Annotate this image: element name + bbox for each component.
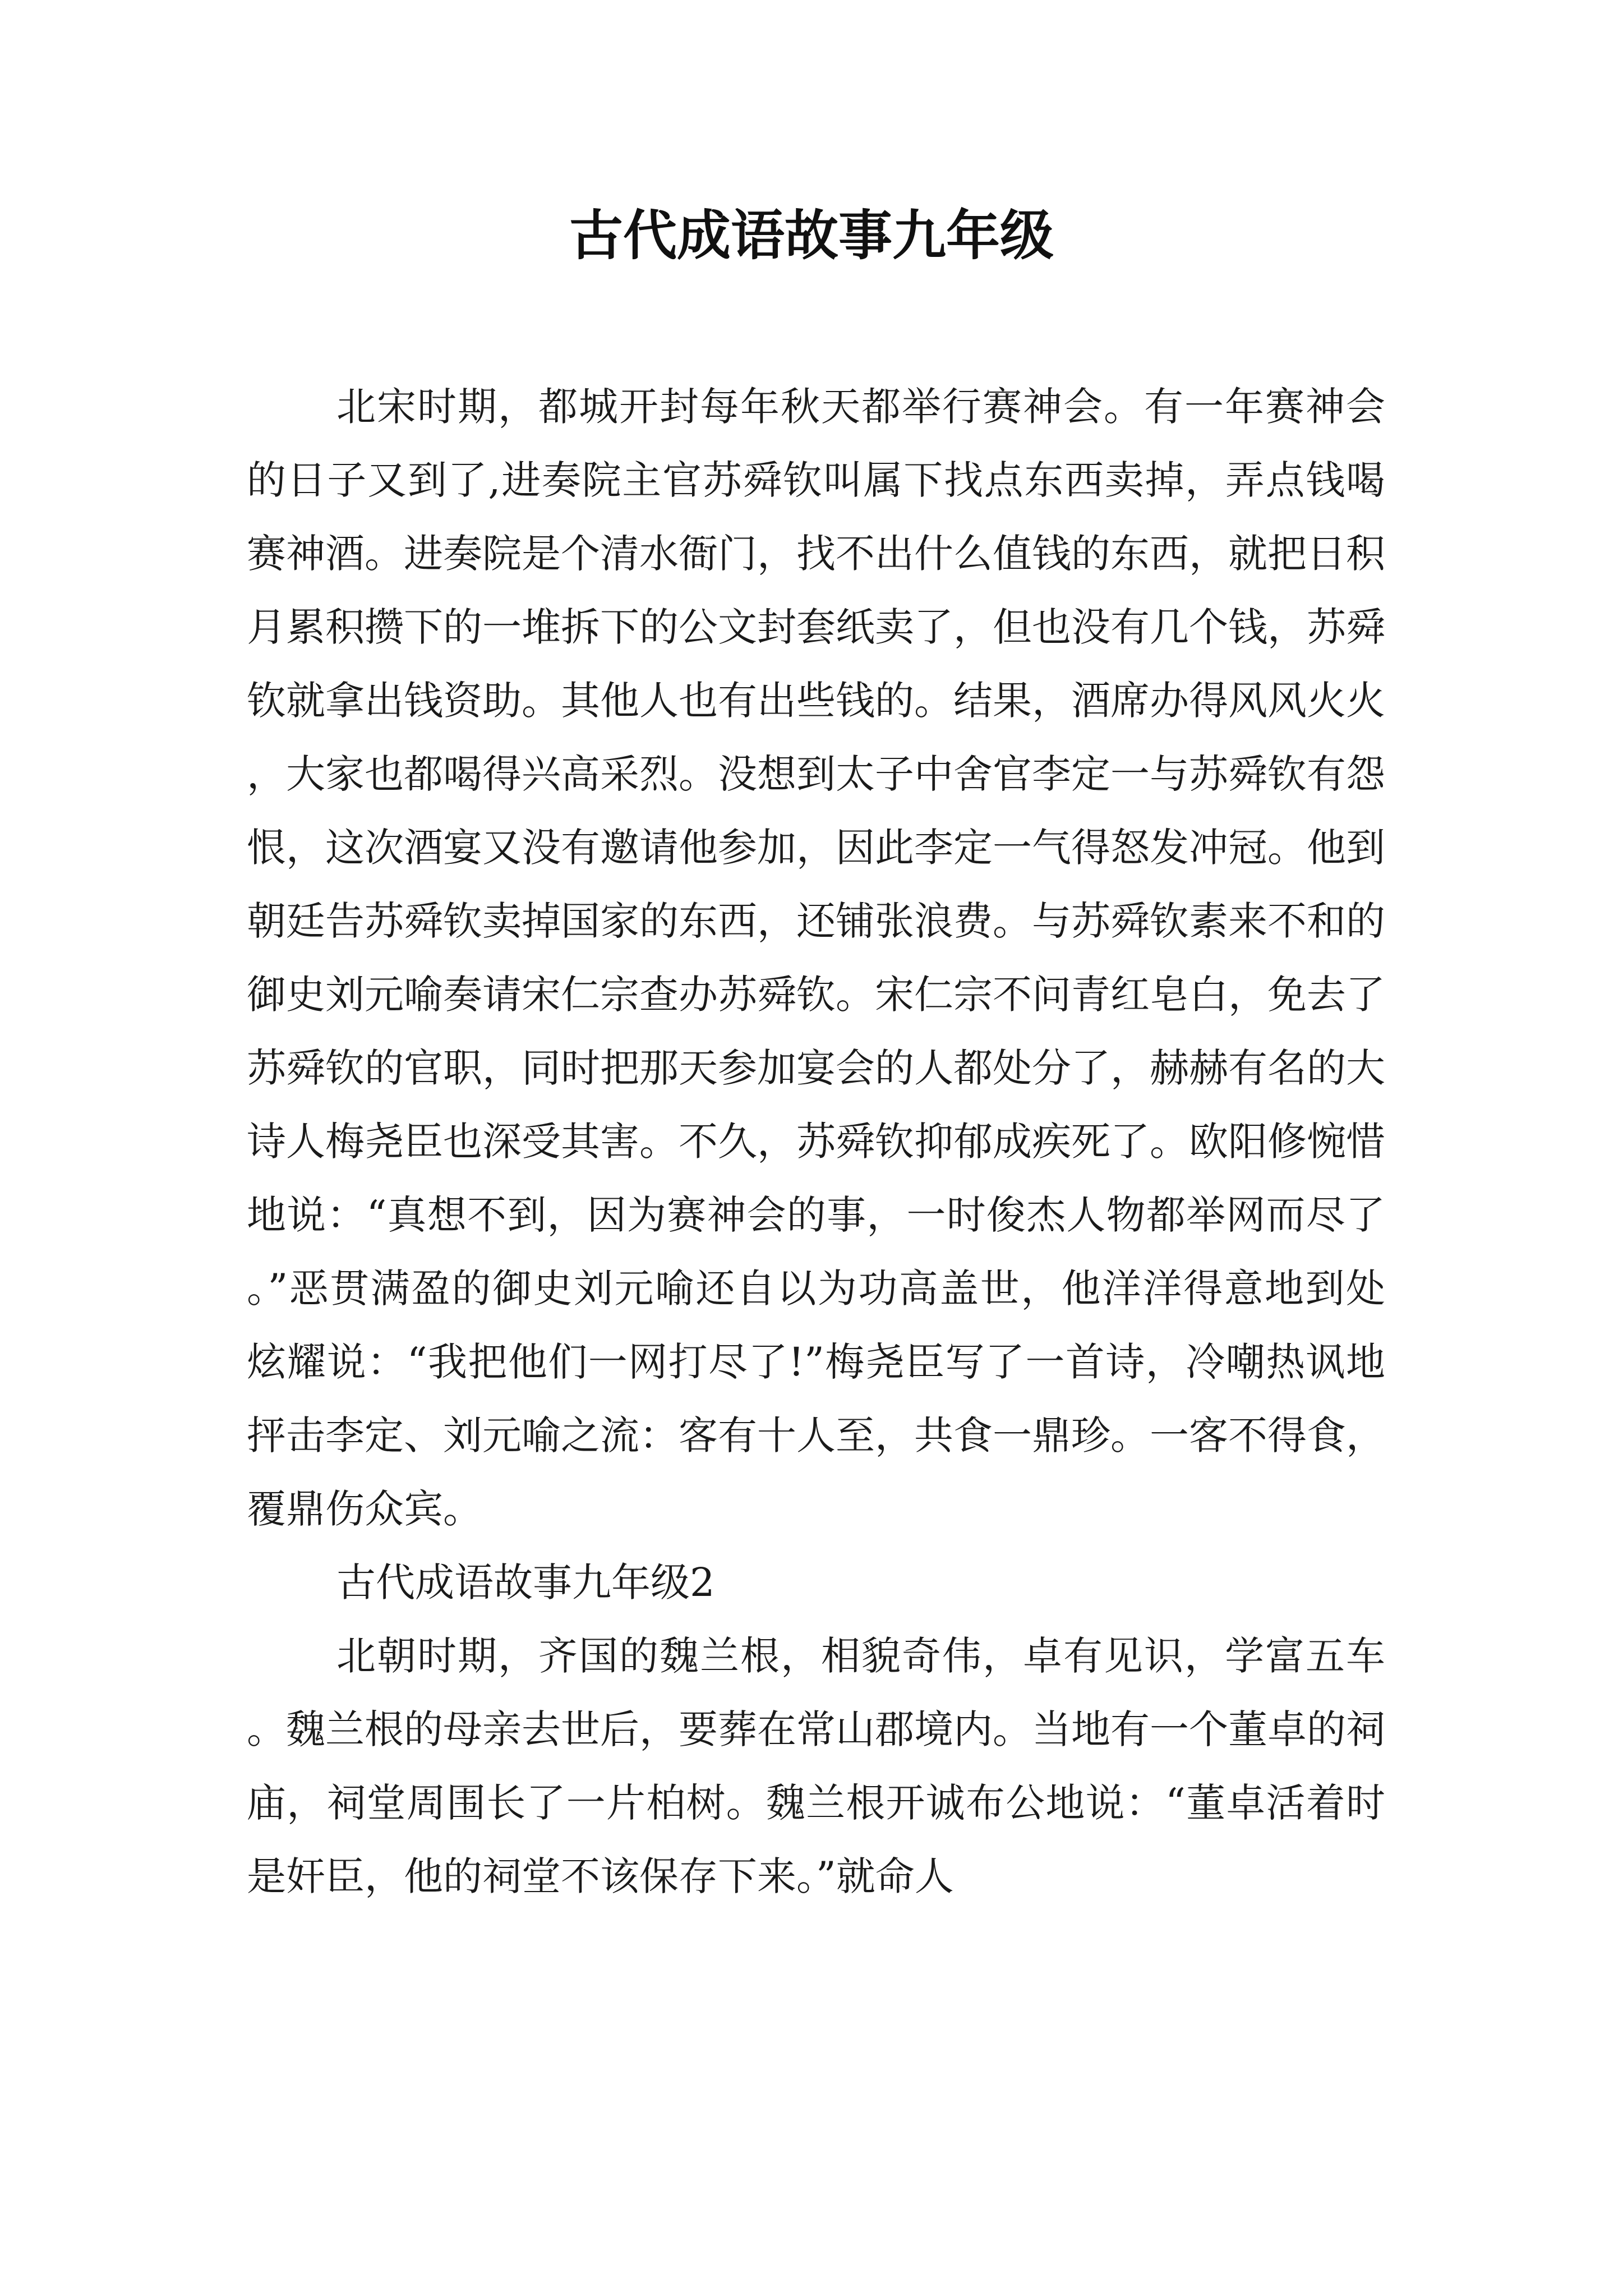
paragraph-1: 北宋时期，都城开封每年秋天都举行赛神会。有一年赛神会的日子又到了,进奏院主官苏舜钦叫属下找点东西卖掉，弄点钱喝赛神酒。进奏院是个清水衙门，找不出什么值钱的东西，就把日积月累积攒下的一堆拆下的公文封套纸卖了，但也没有几个钱，苏舜钦就拿出钱资助。其他人也有出些钱的。结果，酒席办得风风火火，大家也都喝得兴高采烈。没想到太子中舍官李定一与苏舜钦有怨恨，这次酒宴又没有邀请他参加，因此李定一气得怒发冲冠。他到朝廷告苏舜钦卖掉国家的东西，还铺张浪费。与苏舜钦素来不和的御史刘元喻奏请宋仁宗查办苏舜钦。宋仁宗不问青红皂白，免去了苏舜钦的官职，同时把那天参加宴会的人都处分了，赫赫有名的大诗人梅尧臣也深受其害。不久，苏舜钦抑郁成疾死了。欧阳修惋惜地说：“真想不到，因为赛神会的事，一时俊杰人物都举网而尽了。”恶贯满盈的御史刘元喻还自以为功高盖世，他洋洋得意地到处炫耀说：“我把他们一网打尽了!”梅尧臣写了一首诗，冷嘲热讽地抨击李定、刘元喻之流：客有十人至，共食一鼎珍。一客不得食，覆鼎伤众宾。	[247, 384, 1385, 1532]
section-heading-2: 古代成语故事九年级2	[336, 1559, 715, 1605]
paragraph-2: 北朝时期，齐国的魏兰根，相貌奇伟，卓有见识，学富五车。魏兰根的母亲去世后，要葬在常山郡境内。当地有一个董卓的祠庙，祠堂周围长了一片柏树。魏兰根开诚布公地说：“董卓活着时是奸臣，他的祠堂不该保存下来。”就命人	[247, 1633, 1385, 1899]
document-title: 古代成语故事九年级	[569, 204, 1054, 267]
document-body	[247, 370, 1385, 1913]
